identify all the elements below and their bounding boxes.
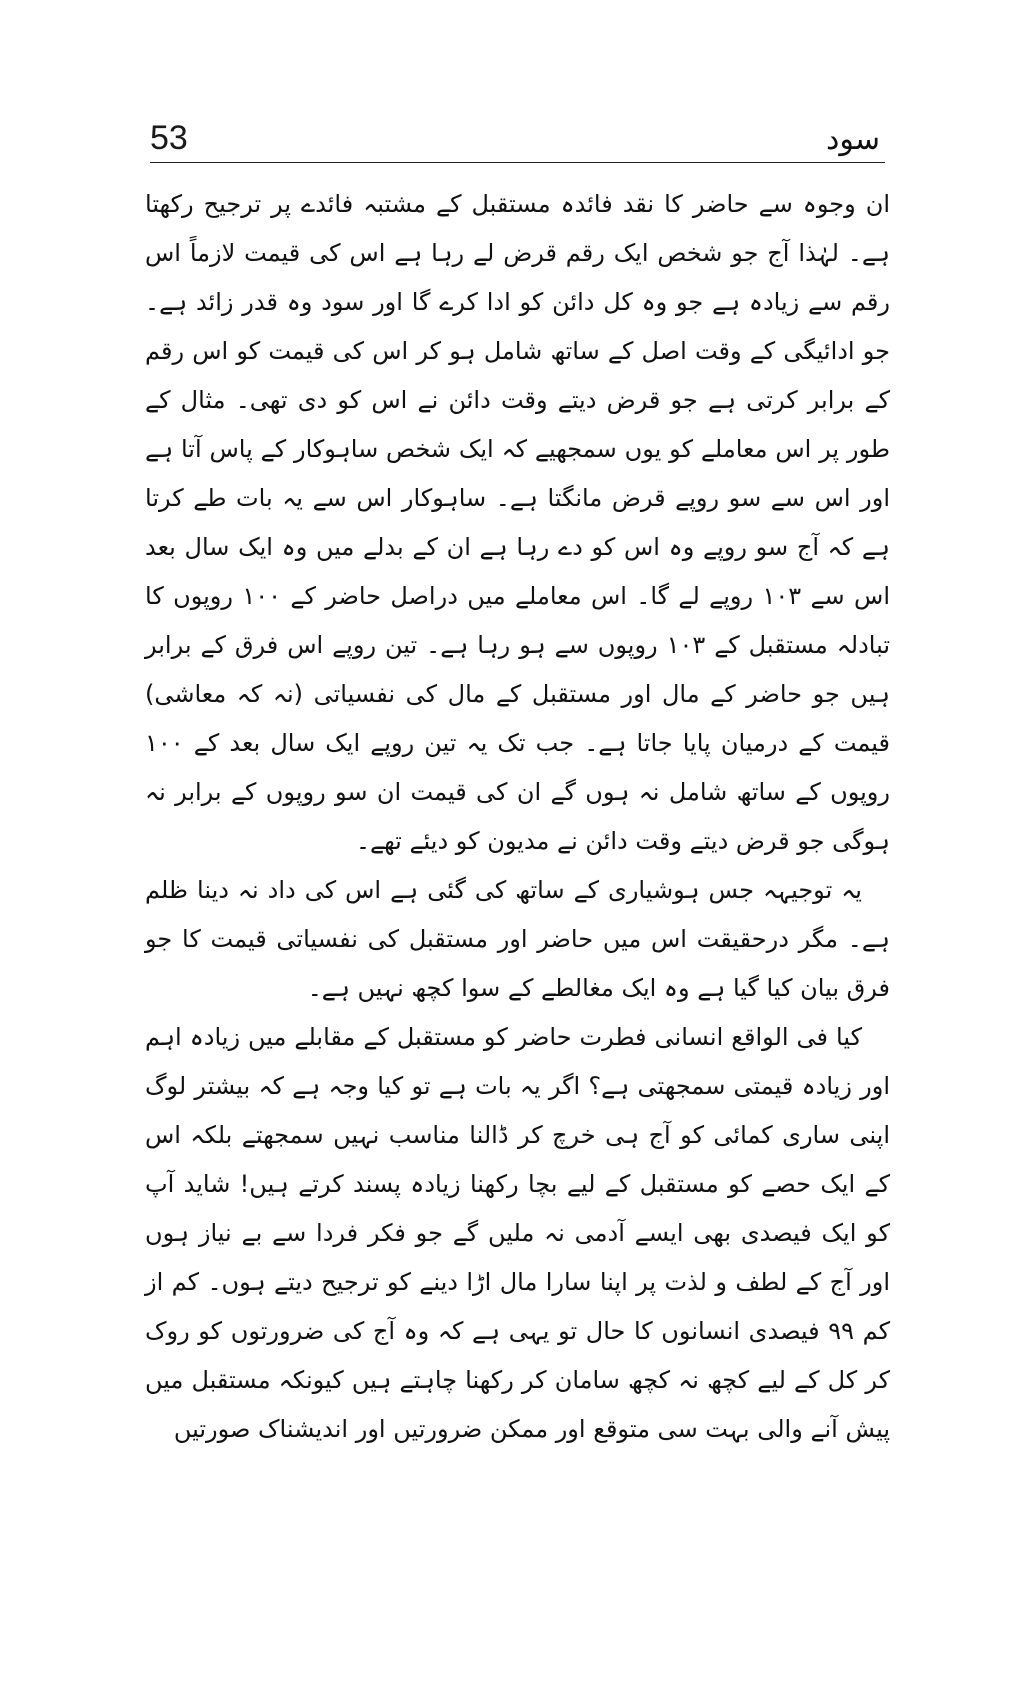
paragraph-3: کیا فی الواقع انسانی فطرت حاضر کو مستقبل کے مقابلے میں زیادہ اہم اور زیادہ قیمتی سمجھتی ہے؟ اگر یہ بات ہے تو کیا وجہ ہے کہ بیشتر لوگ اپنی ساری کمائی کو آج ہی خرچ کر ڈالنا مناسب نہیں سمجھتے بلکہ اس کے ایک حصے کو مستقبل کے لیے بچا رکھنا زیادہ پسند کرتے ہیں! شاید آپ کو ایک فیصدی بھی ایسے آدمی نہ ملیں گے جو فکر فردا سے بے نیاز ہوں اور آج کے لطف و لذت پر اپنا سارا مال اڑا دینے کو ترجیح دیتے ہوں۔ کم از کم ۹۹ فیصدی انسانوں کا حال تو یہی ہے کہ وہ آج کی ضرورتوں کو روک کر کل کے لیے کچھ نہ کچھ سامان کر رکھنا چاہتے ہیں کیونکہ مستقبل میں پیش آنے والی بہت سی متوقع اور ممکن ضرورتیں اور اندیشناک صورتیں	[145, 1023, 891, 1443]
paragraph-1: ان وجوہ سے حاضر کا نقد فائدہ مستقبل کے مشتبہ فائدے پر ترجیح رکھتا ہے۔ لہٰذا آج جو شخص ایک رقم قرض لے رہا ہے اس کی قیمت لازماً اس رقم سے زیادہ ہے جو وہ کل دائن کو ادا کرے گا اور سود وہ قدر زائد ہے۔ جو ادائیگی کے وقت اصل کے ساتھ شامل ہو کر اس کی قیمت کو اس رقم کے برابر کرتی ہے جو قرض دیتے وقت دائن نے اس کو دی تھی۔ مثال کے طور پر اس معاملے کو یوں سمجھیے کہ ایک شخص ساہوکار کے پاس آتا ہے اور اس سے سو روپے قرض مانگتا ہے۔ ساہوکار اس سے یہ بات طے کرتا ہے کہ آج سو روپے وہ اس کو دے رہا ہے ان کے بدلے میں وہ ایک سال بعد اس سے ۱۰۳ روپے لے گا۔ اس معاملے میں دراصل حاضر کے ۱۰۰ روپوں کا تبادلہ مستقبل کے ۱۰۳ روپوں سے ہو رہا ہے۔ تین روپے اس فرق کے برابر ہیں جو حاضر کے مال اور مستقبل کے مال کی نفسیاتی (نہ کہ معاشی) قیمت کے درمیان پایا جاتا ہے۔ جب تک یہ تین روپے ایک سال بعد کے ۱۰۰ روپوں کے ساتھ شامل نہ ہوں گے ان کی قیمت ان سو روپوں کے برابر نہ ہوگی جو قرض دیتے وقت دائن نے مدیون کو دیئے تھے۔	[145, 190, 891, 855]
running-title: سود	[826, 122, 880, 157]
header-divider	[150, 162, 885, 163]
page-header	[150, 118, 880, 168]
body-text	[145, 180, 890, 1454]
paragraph-2: یہ توجیہہ جس ہوشیاری کے ساتھ کی گئی ہے اس کی داد نہ دینا ظلم ہے۔ مگر درحقیقت اس میں حاضر اور مستقبل کی نفسیاتی قیمت کا جو فرق بیان کیا گیا ہے وہ ایک مغالطے کے سوا کچھ نہیں ہے۔	[145, 876, 890, 1002]
page-number: 53	[150, 119, 188, 157]
